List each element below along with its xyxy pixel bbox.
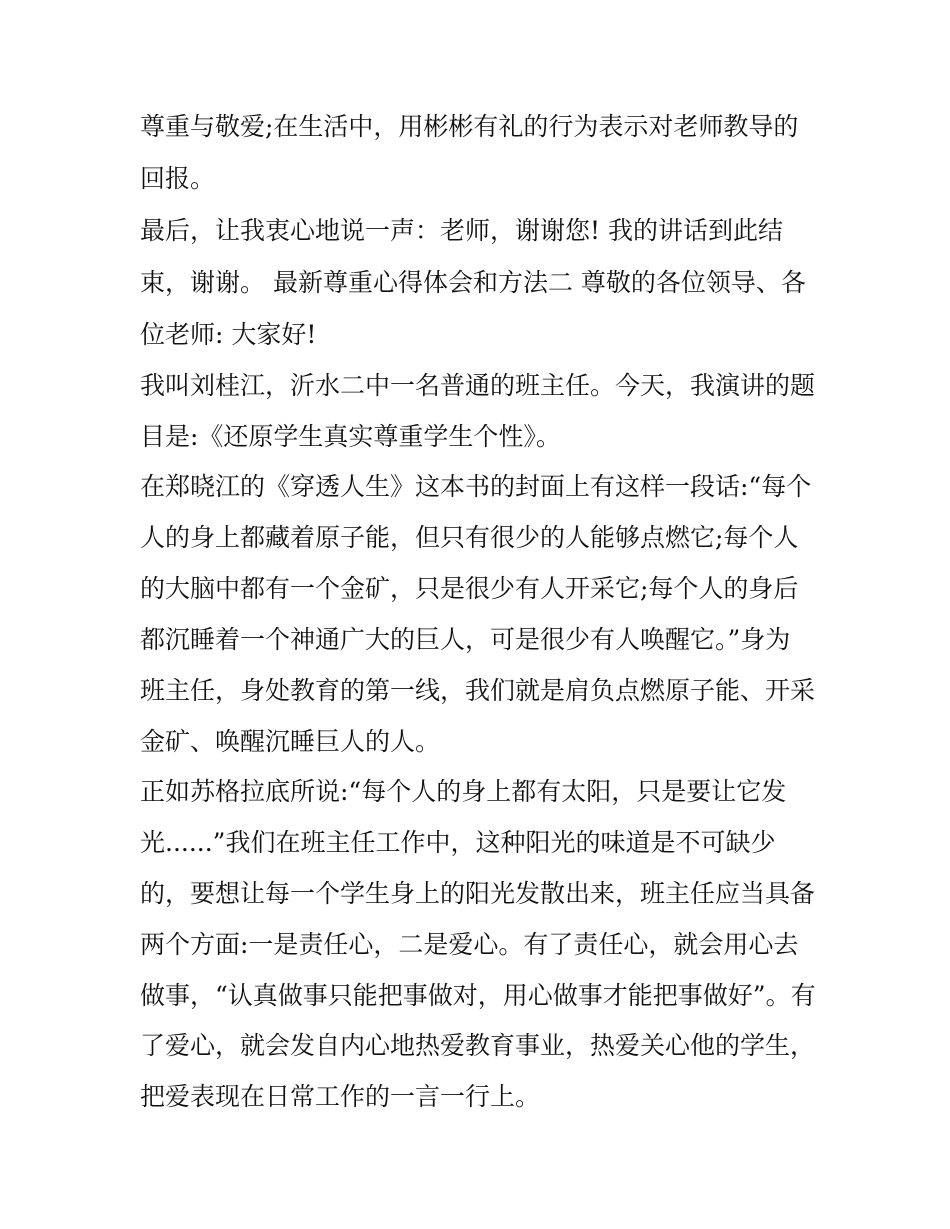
text-line: 光......”我们在班主任工作中，这种阳光的味道是不可缺少 bbox=[140, 828, 776, 857]
text-line: 做事，“认真做事只能把事做对，用心做事才能把事做好”。有 bbox=[140, 981, 816, 1010]
text-line: 正如苏格拉底所说:“每个人的身上都有太阳，只是要让它发 bbox=[140, 777, 787, 806]
text-line: 班主任，身处教育的第一线，我们就是肩负点燃原子能、开采 bbox=[140, 676, 816, 705]
text-line: 了爱心，就会发自内心地热爱教育事业，热爱关心他的学生， bbox=[140, 1031, 816, 1060]
text-line: 都沉睡着一个神通广大的巨人，可是很少有人唤醒它。”身为 bbox=[140, 625, 791, 654]
text-line: 两个方面:一是责任心，二是爱心。有了责任心，就会用心去 bbox=[140, 930, 799, 959]
text-line: 最后，让我衷心地说一声：老师，谢谢您! 我的讲话到此结 bbox=[140, 216, 783, 245]
text-line: 人的身上都藏着原子能，但只有很少的人能够点燃它;每个人 bbox=[140, 523, 799, 552]
text-line: 我叫刘桂江，沂水二中一名普通的班主任。今天，我演讲的题 bbox=[140, 371, 816, 400]
text-line: 目是:《还原学生真实尊重学生个性》。 bbox=[140, 422, 561, 451]
text-line: 尊重与敬爱;在生活中，用彬彬有礼的行为表示对老师教导的 bbox=[140, 112, 799, 141]
text-line: 位老师: 大家好! bbox=[140, 320, 317, 349]
text-line: 金矿、唤醒沉睡巨人的人。 bbox=[140, 727, 441, 756]
text-line: 把爱表现在日常工作的一言一行上。 bbox=[140, 1082, 541, 1111]
text-line: 的大脑中都有一个金矿，只是很少有人开采它;每个人的身后 bbox=[140, 574, 799, 603]
text-line: 回报。 bbox=[140, 164, 216, 193]
text-line: 的，要想让每一个学生身上的阳光发散出来，班主任应当具备 bbox=[140, 879, 816, 908]
text-line: 在郑晓江的《穿透人生》这本书的封面上有这样一段话:“每个 bbox=[140, 472, 812, 501]
text-line: 束，谢谢。 最新尊重心得体会和方法二 尊敬的各位领导、各 bbox=[140, 268, 806, 297]
